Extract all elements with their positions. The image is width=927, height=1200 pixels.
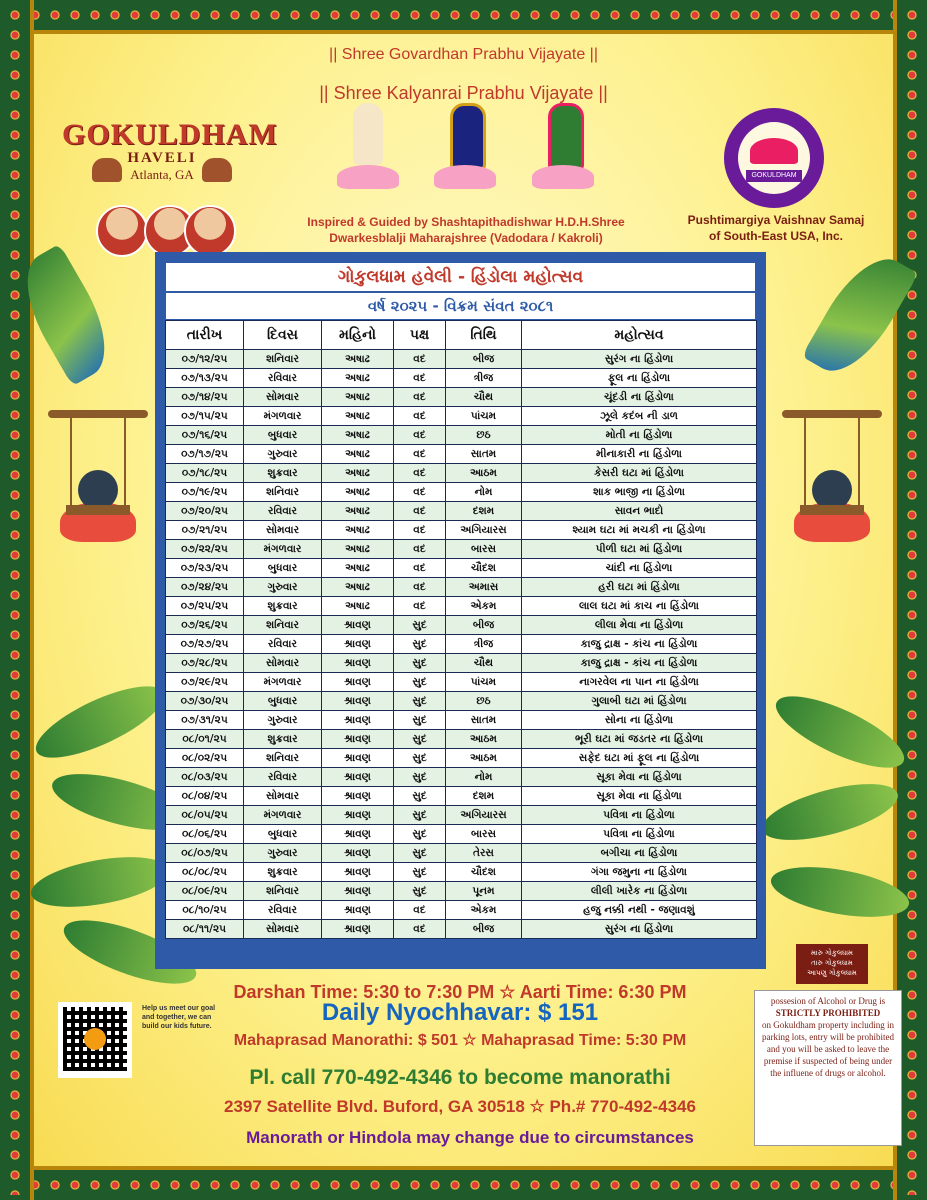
column-header: તારીખ — [166, 321, 244, 350]
month-cell: અષાઢ — [322, 369, 394, 388]
day-cell: રવિવાર — [244, 635, 322, 654]
date-cell: ૦૭/૩૦/૨૫ — [166, 692, 244, 711]
date-cell: ૦૭/૨૩/૨૫ — [166, 559, 244, 578]
date-cell: ૦૮/૦૮/૨૫ — [166, 863, 244, 882]
paksha-cell: સુદ — [394, 616, 446, 635]
tithi-cell: બારસ — [446, 825, 522, 844]
date-cell: ૦૮/૦૨/૨૫ — [166, 749, 244, 768]
manorathi-call: Pl. call 770-492-4346 to become manorathi — [249, 1066, 671, 1089]
table-header-row — [166, 321, 757, 350]
day-cell: સોમવાર — [244, 654, 322, 673]
table-row — [166, 863, 757, 882]
month-cell: અષાઢ — [322, 502, 394, 521]
change-disclaimer: Manorath or Hindola may change due to circumstances — [246, 1128, 694, 1147]
month-cell: અષાઢ — [322, 483, 394, 502]
paksha-cell: સુદ — [394, 730, 446, 749]
elephant-icon — [202, 158, 232, 182]
tithi-cell: અગિયારસ — [446, 521, 522, 540]
day-cell: બુધવાર — [244, 692, 322, 711]
tithi-cell: છઠ — [446, 692, 522, 711]
month-cell: શ્રાવણ — [322, 749, 394, 768]
decorative-border-left — [0, 0, 34, 1200]
month-cell: અષાઢ — [322, 597, 394, 616]
table-row — [166, 445, 757, 464]
table-row — [166, 407, 757, 426]
tithi-cell: બીજ — [446, 920, 522, 939]
table-row — [166, 882, 757, 901]
table-row — [166, 768, 757, 787]
date-cell: ૦૭/૨૮/૨૫ — [166, 654, 244, 673]
day-cell: શુક્રવાર — [244, 597, 322, 616]
deity-image-shrinathji — [430, 103, 500, 191]
tithi-cell: એકમ — [446, 597, 522, 616]
utsav-cell: સોના ના હિંડોળા — [522, 711, 757, 730]
column-header: તિથિ — [446, 321, 522, 350]
tithi-cell: નોમ — [446, 483, 522, 502]
paksha-cell: સુદ — [394, 711, 446, 730]
darshan-time: Darshan Time: 5:30 to 7:30 PM ☆ Aarti Time: 6:30 PM — [233, 982, 687, 1002]
table-row — [166, 502, 757, 521]
table-row — [166, 559, 757, 578]
schedule-year: વર્ષ ૨૦૨૫ - વિક્રમ સંવત ૨૦૮૧ — [165, 292, 756, 320]
month-cell: અષાઢ — [322, 350, 394, 369]
tithi-cell: ચૌદશ — [446, 559, 522, 578]
logo-city: Atlanta, GA — [130, 167, 194, 182]
paksha-cell: સુદ — [394, 654, 446, 673]
paksha-cell: સુદ — [394, 787, 446, 806]
month-cell: શ્રાવણ — [322, 768, 394, 787]
day-cell: સોમવાર — [244, 787, 322, 806]
paksha-cell: વદ — [394, 369, 446, 388]
date-cell: ૦૭/૨૫/૨૫ — [166, 597, 244, 616]
month-cell: અષાઢ — [322, 426, 394, 445]
elephant-icon — [92, 158, 122, 182]
date-cell: ૦૮/૧૦/૨૫ — [166, 901, 244, 920]
paksha-cell: સુદ — [394, 749, 446, 768]
month-cell: શ્રાવણ — [322, 844, 394, 863]
lotus-icon — [337, 165, 399, 189]
utsav-cell: કાજુ દ્રાક્ષ - કાંચ ના હિંડોળા — [522, 635, 757, 654]
date-cell: ૦૭/૧૫/૨૫ — [166, 407, 244, 426]
month-cell: અષાઢ — [322, 445, 394, 464]
day-cell: શુક્રવાર — [244, 730, 322, 749]
day-cell: મંગળવાર — [244, 673, 322, 692]
paksha-cell: વદ — [394, 426, 446, 445]
samaj-logo — [724, 108, 824, 208]
paksha-cell: વદ — [394, 464, 446, 483]
utsav-cell: ચાંદી ના હિંડોળા — [522, 559, 757, 578]
donation-qr-code[interactable] — [58, 1002, 132, 1078]
utsav-cell: લીલી ખારેક ના હિંડોળા — [522, 882, 757, 901]
day-cell: બુધવાર — [244, 559, 322, 578]
utsav-cell: મોતી ના હિંડોળા — [522, 426, 757, 445]
paksha-cell: સુદ — [394, 768, 446, 787]
column-header: પક્ષ — [394, 321, 446, 350]
utsav-cell: સફેદ ઘટા માં ફૂલ ના હિંડોળા — [522, 749, 757, 768]
deity-image-mahaprabhuji — [333, 103, 403, 191]
month-cell: શ્રાવણ — [322, 635, 394, 654]
tithi-cell: ચૌદશ — [446, 863, 522, 882]
month-cell: અષાઢ — [322, 578, 394, 597]
tithi-cell: બીજ — [446, 616, 522, 635]
month-cell: અષાઢ — [322, 540, 394, 559]
utsav-cell: ચૂંદડી ના હિંડોળા — [522, 388, 757, 407]
lotus-icon — [750, 138, 798, 164]
qr-note: Help us meet our goal and together, we can build our kids future. — [142, 1005, 216, 1030]
haveli-address: 2397 Satellite Blvd. Buford, GA 30518 ☆ Ph.# 770-492-4346 — [224, 1097, 696, 1116]
month-cell: શ્રાવણ — [322, 616, 394, 635]
table-row — [166, 673, 757, 692]
tithi-cell: છઠ — [446, 426, 522, 445]
table-row — [166, 825, 757, 844]
paksha-cell: વદ — [394, 920, 446, 939]
month-cell: શ્રાવણ — [322, 920, 394, 939]
day-cell: રવિવાર — [244, 502, 322, 521]
utsav-cell: લાલ ઘટા માં કાચ ના હિંડોળા — [522, 597, 757, 616]
samaj-logo-label: GOKULDHAM — [746, 170, 802, 182]
month-cell: શ્રાવણ — [322, 654, 394, 673]
table-row — [166, 730, 757, 749]
day-cell: ગુરુવાર — [244, 711, 322, 730]
tithi-cell: ચૌથ — [446, 654, 522, 673]
date-cell: ૦૭/૧૬/૨૫ — [166, 426, 244, 445]
krishna-swing-image — [48, 410, 148, 560]
date-cell: ૦૮/૦૫/૨૫ — [166, 806, 244, 825]
table-row — [166, 654, 757, 673]
month-cell: અષાઢ — [322, 559, 394, 578]
day-cell: શનિવાર — [244, 882, 322, 901]
column-header: દિવસ — [244, 321, 322, 350]
lotus-icon — [532, 165, 594, 189]
month-cell: અષાઢ — [322, 388, 394, 407]
logo-title: GOKULDHAM — [62, 118, 278, 151]
day-cell: શનિવાર — [244, 483, 322, 502]
tithi-cell: ચૌથ — [446, 388, 522, 407]
month-cell: શ્રાવણ — [322, 730, 394, 749]
day-cell: બુધવાર — [244, 825, 322, 844]
table-row — [166, 806, 757, 825]
paksha-cell: સુદ — [394, 806, 446, 825]
table-row — [166, 749, 757, 768]
tithi-cell: આઠમ — [446, 749, 522, 768]
portrait-image — [184, 205, 236, 257]
table-row — [166, 521, 757, 540]
day-cell: ગુરુવાર — [244, 578, 322, 597]
tithi-cell: આઠમ — [446, 464, 522, 483]
table-row — [166, 578, 757, 597]
utsav-cell: લીલા મેવા ના હિંડોળા — [522, 616, 757, 635]
month-cell: શ્રાવણ — [322, 673, 394, 692]
day-cell: મંગળવાર — [244, 407, 322, 426]
hindola-schedule — [155, 252, 766, 969]
paksha-cell: સુદ — [394, 844, 446, 863]
tithi-cell: નોમ — [446, 768, 522, 787]
tithi-cell: ત્રીજ — [446, 635, 522, 654]
table-body — [166, 350, 757, 939]
paksha-cell: સુદ — [394, 692, 446, 711]
paksha-cell: સુદ — [394, 882, 446, 901]
table-row — [166, 388, 757, 407]
paksha-cell: સુદ — [394, 825, 446, 844]
date-cell: ૦૭/૨૨/૨૫ — [166, 540, 244, 559]
paksha-cell: વદ — [394, 350, 446, 369]
utsav-cell: ગંગા જમુના ના હિંડોળા — [522, 863, 757, 882]
date-cell: ૦૮/૦૩/૨૫ — [166, 768, 244, 787]
date-cell: ૦૮/૦૯/૨૫ — [166, 882, 244, 901]
tithi-cell: દશમ — [446, 502, 522, 521]
date-cell: ૦૮/૦૬/૨૫ — [166, 825, 244, 844]
mahaprasad-info: Mahaprasad Manorathi: $ 501 ☆ Mahaprasad Time: 5:30 PM — [233, 1032, 687, 1049]
utsav-cell: સૂકા મેવા ના હિંડોળા — [522, 787, 757, 806]
date-cell: ૦૭/૨૦/૨૫ — [166, 502, 244, 521]
date-cell: ૦૮/૦૧/૨૫ — [166, 730, 244, 749]
paksha-cell: વદ — [394, 502, 446, 521]
paksha-cell: વદ — [394, 521, 446, 540]
month-cell: શ્રાવણ — [322, 692, 394, 711]
inspired-by-text: Inspired & Guided by Shashtapithadishwar H.D.H.Shree Dwarkesblalji Maharajshree (Vadodara / Kakroli) — [307, 215, 625, 245]
tithi-cell: પાંચમ — [446, 407, 522, 426]
table-row — [166, 692, 757, 711]
day-cell: શનિવાર — [244, 616, 322, 635]
table-row — [166, 464, 757, 483]
utsav-cell: સુરંગ ના હિંડોળા — [522, 350, 757, 369]
daily-nyochhavar: Daily Nyochhavar: $ 151 — [321, 999, 599, 1026]
table-row — [166, 844, 757, 863]
utsav-cell: સુરંગ ના હિંડોળા — [522, 920, 757, 939]
month-cell: શ્રાવણ — [322, 863, 394, 882]
date-cell: ૦૮/૧૧/૨૫ — [166, 920, 244, 939]
utsav-cell: ભૂરી ઘટા માં જડતર ના હિંડોળા — [522, 730, 757, 749]
utsav-cell: શાક ભાજી ના હિંડોળા — [522, 483, 757, 502]
deity-image-yamunaji — [528, 103, 598, 191]
paksha-cell: વદ — [394, 407, 446, 426]
utsav-cell: ઝૂલે કદંબ ની ડાળ — [522, 407, 757, 426]
table-row — [166, 369, 757, 388]
paksha-cell: વદ — [394, 540, 446, 559]
qr-logo-icon — [84, 1028, 106, 1050]
tithi-cell: ત્રીજ — [446, 369, 522, 388]
utsav-cell: બગીચા ના હિંડોળા — [522, 844, 757, 863]
date-cell: ૦૮/૦૪/૨૫ — [166, 787, 244, 806]
day-cell: રવિવાર — [244, 768, 322, 787]
schedule-table — [165, 320, 757, 939]
gokuldham-badge: મારુ ગોકુલધામ તારુ ગોકુલધામ આપણુ ગોકુલધામ — [796, 944, 868, 984]
decorative-border-top — [0, 0, 927, 34]
utsav-cell: સૂકા મેવા ના હિંડોળા — [522, 768, 757, 787]
krishna-swing-image — [782, 410, 882, 560]
tithi-cell: બીજ — [446, 350, 522, 369]
paksha-cell: વદ — [394, 597, 446, 616]
paksha-cell: વદ — [394, 578, 446, 597]
date-cell: ૦૭/૨૬/૨૫ — [166, 616, 244, 635]
utsav-cell: પવિત્રા ના હિંડોળા — [522, 806, 757, 825]
date-cell: ૦૭/૧૯/૨૫ — [166, 483, 244, 502]
date-cell: ૦૮/૦૭/૨૫ — [166, 844, 244, 863]
tithi-cell: અગિયારસ — [446, 806, 522, 825]
table-row — [166, 483, 757, 502]
tithi-cell: આઠમ — [446, 730, 522, 749]
day-cell: રવિવાર — [244, 901, 322, 920]
samaj-name: Pushtimargiya Vaishnav Samaj of South-East USA, Inc. — [687, 213, 865, 243]
day-cell: મંગળવાર — [244, 806, 322, 825]
table-row — [166, 540, 757, 559]
day-cell: સોમવાર — [244, 521, 322, 540]
utsav-cell: પીળી ઘટા માં હિંડોળા — [522, 540, 757, 559]
prohibition-notice: possesion of Alcohol or Drug is STRICTLY PROHIBITED on Gokuldham property including in parking lots, entry will be prohibited and you will be asked to leave the premise if suspected of being under the influene of drugs or alcohol. — [754, 990, 902, 1146]
utsav-cell: શ્યામ ઘટા માં મચકી ના હિંડોળા — [522, 521, 757, 540]
day-cell: રવિવાર — [244, 369, 322, 388]
date-cell: ૦૭/૧૭/૨૫ — [166, 445, 244, 464]
paksha-cell: વદ — [394, 901, 446, 920]
utsav-cell: ફૂલ ના હિંડોળા — [522, 369, 757, 388]
table-row — [166, 426, 757, 445]
header-line-kalyanrai: || Shree Kalyanrai Prabhu Vijayate || — [319, 83, 608, 103]
month-cell: શ્રાવણ — [322, 825, 394, 844]
day-cell: ગુરુવાર — [244, 844, 322, 863]
table-row — [166, 616, 757, 635]
date-cell: ૦૭/૨૪/૨૫ — [166, 578, 244, 597]
day-cell: શુક્રવાર — [244, 464, 322, 483]
column-header: મહોત્સવ — [522, 321, 757, 350]
paksha-cell: વદ — [394, 559, 446, 578]
date-cell: ૦૭/૨૯/૨૫ — [166, 673, 244, 692]
day-cell: બુધવાર — [244, 426, 322, 445]
utsav-cell: હજુ નક્કી નથી - જણાવશું — [522, 901, 757, 920]
utsav-cell: કેસરી ઘટા માં હિંડોળા — [522, 464, 757, 483]
month-cell: શ્રાવણ — [322, 711, 394, 730]
portrait-image — [96, 205, 148, 257]
lotus-icon — [434, 165, 496, 189]
paksha-cell: સુદ — [394, 863, 446, 882]
table-row — [166, 597, 757, 616]
schedule-title: ગોકુલધામ હવેલી - હિંડોલા મહોત્સવ — [165, 262, 756, 292]
paksha-cell: સુદ — [394, 635, 446, 654]
utsav-cell: પવિત્રા ના હિંડોળા — [522, 825, 757, 844]
decorative-border-bottom — [0, 1166, 927, 1200]
logo-haveli: HAVELI — [127, 150, 197, 166]
paksha-cell: વદ — [394, 445, 446, 464]
utsav-cell: નાગરવેલ ના પાન ના હિંડોળા — [522, 673, 757, 692]
day-cell: શનિવાર — [244, 749, 322, 768]
table-row — [166, 901, 757, 920]
date-cell: ૦૭/૨૧/૨૫ — [166, 521, 244, 540]
day-cell: ગુરુવાર — [244, 445, 322, 464]
day-cell: મંગળવાર — [244, 540, 322, 559]
utsav-cell: હરી ઘટા માં હિંડોળા — [522, 578, 757, 597]
month-cell: શ્રાવણ — [322, 901, 394, 920]
tithi-cell: પૂનમ — [446, 882, 522, 901]
tithi-cell: પાંચમ — [446, 673, 522, 692]
tithi-cell: સાતમ — [446, 445, 522, 464]
month-cell: અષાઢ — [322, 521, 394, 540]
header-line-govardhan: || Shree Govardhan Prabhu Vijayate || — [329, 46, 598, 63]
date-cell: ૦૭/૧૨/૨૫ — [166, 350, 244, 369]
gokuldham-logo — [62, 118, 278, 183]
month-cell: શ્રાવણ — [322, 806, 394, 825]
tithi-cell: તેરસ — [446, 844, 522, 863]
table-row — [166, 711, 757, 730]
utsav-cell: સાવન ભાદો — [522, 502, 757, 521]
date-cell: ૦૭/૧૩/૨૫ — [166, 369, 244, 388]
day-cell: શુક્રવાર — [244, 863, 322, 882]
tithi-cell: એકમ — [446, 901, 522, 920]
table-row — [166, 787, 757, 806]
day-cell: શનિવાર — [244, 350, 322, 369]
month-cell: અષાઢ — [322, 464, 394, 483]
paksha-cell: સુદ — [394, 673, 446, 692]
date-cell: ૦૭/૧૪/૨૫ — [166, 388, 244, 407]
paksha-cell: વદ — [394, 483, 446, 502]
utsav-cell: ગુલાબી ઘટા માં હિંડોળા — [522, 692, 757, 711]
table-row — [166, 920, 757, 939]
day-cell: સોમવાર — [244, 920, 322, 939]
month-cell: શ્રાવણ — [322, 787, 394, 806]
tithi-cell: અમાસ — [446, 578, 522, 597]
date-cell: ૦૭/૨૭/૨૫ — [166, 635, 244, 654]
tithi-cell: બારસ — [446, 540, 522, 559]
month-cell: શ્રાવણ — [322, 882, 394, 901]
date-cell: ૦૭/૩૧/૨૫ — [166, 711, 244, 730]
utsav-cell: કાજુ દ્રાક્ષ - કાંચ ના હિંડોળા — [522, 654, 757, 673]
day-cell: સોમવાર — [244, 388, 322, 407]
column-header: મહિનો — [322, 321, 394, 350]
tithi-cell: સાતમ — [446, 711, 522, 730]
month-cell: અષાઢ — [322, 407, 394, 426]
paksha-cell: વદ — [394, 388, 446, 407]
table-row — [166, 350, 757, 369]
utsav-cell: મીનાકારી ના હિંડોળા — [522, 445, 757, 464]
date-cell: ૦૭/૧૮/૨૫ — [166, 464, 244, 483]
tithi-cell: દશમ — [446, 787, 522, 806]
table-row — [166, 635, 757, 654]
